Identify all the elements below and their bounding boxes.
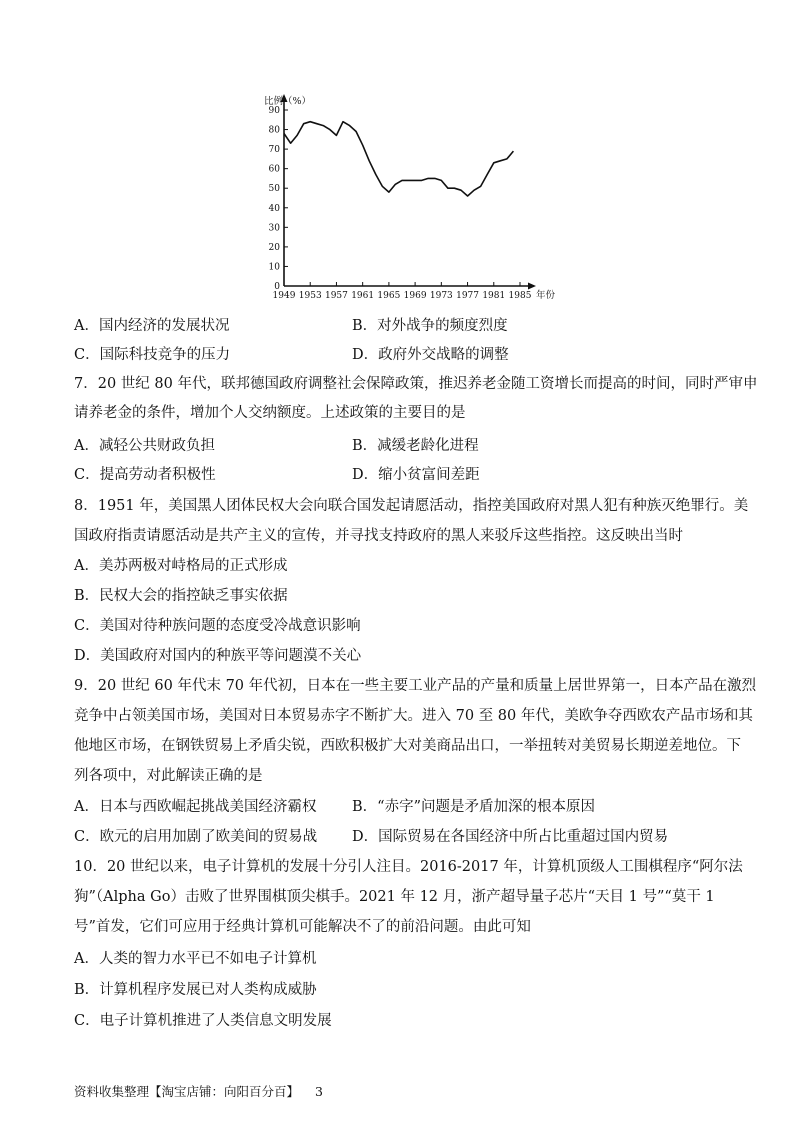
y-tick-label: 70	[268, 145, 280, 156]
q10-option-c: C．电子计算机推进了人类信息文明发展	[74, 1013, 332, 1029]
q9-stem-line: 9．20 世纪 60 年代末 70 年代初，日本在一些主要工业产品的产量和质量上居世界第一，日本产品在激烈	[74, 678, 757, 694]
y-tick-label: 30	[268, 223, 280, 234]
x-tick-label: 1985	[508, 291, 532, 301]
q8-option-c: C．美国对待种族问题的态度受冷战意识影响	[74, 618, 361, 634]
x-tick-label: 1977	[456, 291, 480, 301]
q9-option-d: D．国际贸易在各国经济中所占比重超过国内贸易	[352, 829, 669, 845]
page-number: 3	[315, 1084, 323, 1099]
q7-option-a: A．减轻公共财政负担	[74, 438, 215, 454]
q10-stem-line: 狗”（Alpha Go）击败了世界围棋顶尖棋手。2021 年 12 月，浙产超导量子芯片“天目 1 号”“莫干 1	[74, 889, 715, 905]
page-footer	[74, 1083, 323, 1101]
x-tick-label: 1949	[272, 291, 296, 301]
y-tick-label: 60	[268, 164, 280, 175]
y-tick-label: 0	[274, 282, 280, 292]
x-tick-label: 1973	[429, 291, 453, 301]
q9-option-c: C．欧元的启用加剧了欧美间的贸易战	[74, 829, 318, 845]
x-tick-label: 1969	[403, 291, 427, 301]
footer-source: 资料收集整理【淘宝店铺：向阳百分百】	[74, 1084, 300, 1099]
x-axis-label: 年份	[536, 290, 556, 301]
y-axis-label: 比例（%）	[264, 96, 312, 107]
q10-option-b: B．计算机程序发展已对人类构成威胁	[74, 982, 317, 998]
q10-stem-line: 10．20 世纪以来，电子计算机的发展十分引人注目。2016-2017 年，计算机顶级人工围棋程序“阿尔法	[74, 859, 743, 875]
y-tick-label: 90	[268, 106, 280, 116]
y-tick-label: 20	[268, 242, 280, 253]
q6-option-a: A．国内经济的发展状况	[74, 318, 230, 334]
q6-option-d: D．政府外交战略的调整	[352, 347, 509, 363]
q8-option-b: B．民权大会的指控缺乏事实依据	[74, 588, 288, 604]
y-tick-label: 50	[268, 184, 280, 195]
q9-option-b: B．“赤字”问题是矛盾加深的根本原因	[352, 799, 595, 815]
q9-option-a: A．日本与西欧崛起挑战美国经济霸权	[74, 799, 317, 815]
q6-option-c: C．国际科技竞争的压力	[74, 347, 231, 363]
x-tick-label: 1961	[351, 291, 375, 301]
q9-stem-line: 列各项中，对此解读正确的是	[74, 768, 263, 784]
q8-option-d: D．美国政府对国内的种族平等问题漠不关心	[74, 648, 362, 664]
q7-option-c: C．提高劳动者积极性	[74, 467, 216, 483]
q10-stem-line: 号”首发，它们可应用于经典计算机可能解决不了的前沿问题。由此可知	[74, 919, 531, 935]
q6-option-b: B．对外战争的频度烈度	[352, 318, 508, 334]
q7-stem-line: 请养老金的条件，增加个人交纳额度。上述政策的主要目的是	[74, 405, 466, 421]
q10-option-a: A．人类的智力水平已不如电子计算机	[74, 951, 317, 967]
line-chart	[262, 92, 556, 304]
q7-option-b: B．减缓老龄化进程	[352, 438, 479, 454]
x-tick-label: 1957	[324, 291, 348, 301]
q9-stem-line: 他地区市场，在钢铁贸易上矛盾尖锐，西欧积极扩大对美商品出口，一举扭转对美贸易长期逆差地位。下	[74, 738, 741, 754]
q9-stem-line: 竞争中占领美国市场，美国对日本贸易赤字不断扩大。进入 70 至 80 年代，美欧争夺西欧农产品市场和其	[74, 708, 753, 724]
series-line	[284, 122, 513, 196]
y-tick-label: 40	[268, 203, 280, 214]
x-tick-label: 1981	[482, 291, 506, 301]
q7-option-d: D．缩小贫富间差距	[352, 467, 480, 483]
x-axis-arrow	[528, 283, 536, 290]
y-tick-label: 10	[268, 262, 280, 273]
q7-stem-line: 7．20 世纪 80 年代，联邦德国政府调整社会保障政策，推迟养老金随工资增长而提高的时间，同时严审申	[74, 376, 758, 392]
y-tick-label: 80	[268, 125, 280, 136]
q8-option-a: A．美苏两极对峙格局的正式形成	[74, 558, 288, 574]
q8-stem-line: 8．1951 年，美国黑人团体民权大会向联合国发起请愿活动，指控美国政府对黑人犯有种族灭绝罪行。美	[74, 498, 749, 514]
x-tick-label: 1965	[377, 291, 401, 301]
q8-stem-line: 国政府指责请愿活动是共产主义的宣传，并寻找支持政府的黑人来驳斥这些指控。这反映出当时	[74, 528, 683, 544]
x-tick-label: 1953	[298, 291, 322, 301]
